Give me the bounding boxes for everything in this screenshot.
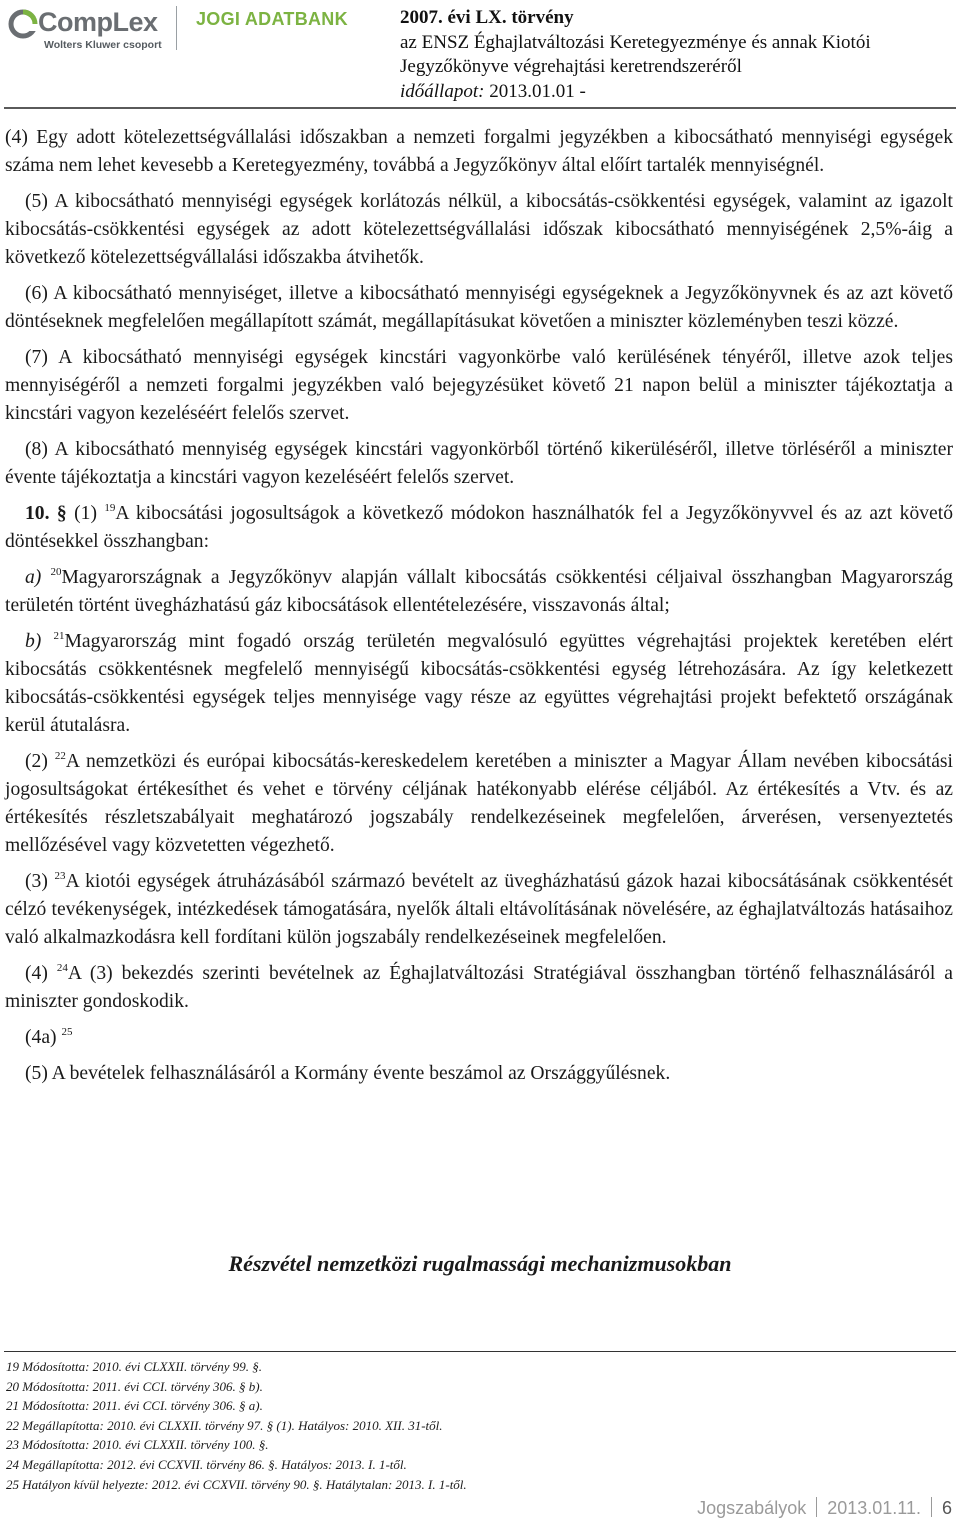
paragraph-8: (8) A kibocsátható mennyiség egységek kincstári vagyonkörből történő kikerüléséről, illetve törléséről a miniszter évente tájékoztatja a kincstári vagyon kezeléséért felelős szervet. (5, 439, 953, 488)
footnote-ref-20[interactable]: 20 (50, 566, 62, 578)
footnote-23: 23 Módosította: 2010. évi CLXXII. törvény 100. §. (6, 1437, 269, 1453)
footnote-22: 22 Megállapította: 2010. évi CLXXII. törvény 97. § (1). Hatályos: 2010. XII. 31-től. (6, 1417, 443, 1433)
paragraph-4b (5, 960, 953, 1016)
complex-logo-subtitle: Wolters Kluwer csoport (44, 39, 162, 51)
complex-logo-text: CompLex (38, 7, 158, 37)
status-label: időállapot: (400, 80, 485, 102)
section-title: Részvétel nemzetközi rugalmassági mechanizmusokban (228, 1251, 732, 1276)
logo-divider (176, 6, 177, 50)
footnote-ref-23[interactable]: 23 (54, 870, 66, 882)
paragraph-5: (5) A kibocsátható mennyiségi egységek korlátozás nélkül, a kibocsátás-csökkentési egységek, valamint az igazolt kibocsátás-csökkentési egységek az adott kötelezettségvállalási időszak kibocsátható mennyiségének 2,5%-áig a következő kötelezettségvállalási időszakba átvihetők. (5, 191, 953, 268)
page-footer (697, 1497, 952, 1519)
point-letter-b: b) (25, 631, 42, 652)
footer-date: 2013.01.11. (827, 1498, 921, 1518)
status-date: 2013.01.01 - (484, 80, 586, 102)
paragraph-text: A (3) bekezdés szerinti bevételnek az Éghajlatváltozási Stratégiával összhangban történő felhasználásáról a miniszter gondoskodik. (5, 963, 953, 1012)
point-b-text: Magyarország mint fogadó ország területén megvalósuló együttes végrehajtási projektek keretében elért kibocsátás csökkentésnek megfelelő mennyiségű kibocsátás-csökkentési egység létrehozására. Az így keletkezett kibocsátás-csökkentési egységek teljes mennyisége vagy része az együttes végrehajtási projekt befektető országának kerül átutalásra. (5, 631, 953, 736)
footnotes (6, 1357, 946, 1494)
complex-logo-icon (8, 9, 38, 39)
footnote-ref-24[interactable]: 24 (56, 962, 68, 974)
footnote-20: 20 Módosította: 2011. évi CCI. törvény 306. § b). (6, 1378, 263, 1394)
footnote-ref-25[interactable]: 25 (61, 1026, 73, 1038)
footnote-ref-21[interactable]: 21 (53, 630, 65, 642)
footer-source: Jogszabályok (697, 1498, 807, 1518)
paragraph-number: (2) (25, 751, 55, 772)
paragraph-5b: (5) A bevételek felhasználásáról a Kormány évente beszámol az Országgyűlésnek. (25, 1063, 671, 1084)
paragraph-4a (5, 1024, 953, 1052)
paragraph-text: A kiotói egységek átruházásából származó bevételt az üvegházhatású gázok hazai kibocsátásának csökkentését célzó tevékenységek, intézkedések támogatására, nyelők általi eltávolításának növelésére, az éghajlatváltozás hatásaihoz való alkalmazkodásra kell fordítani külön jogszabály rendelkezéseinek megfelelően. (5, 871, 953, 948)
paragraph-text: A nemzetközi és európai kibocsátás-kereskedelem keretében a miniszter a Magyar Állam nevében kibocsátási jogosultságokat értékesíthet és vehet e törvény céljának hatékonyabb elérése céljából. Az értékesítés a Vtv. és az értékesítés részletszabályait meghatározó jogszabály rendelkezéseinek megfelelően, árverésen, versenyeztetés mellőzésével vagy közvetetten végezhető. (5, 751, 953, 856)
point-b (5, 628, 953, 740)
paragraph-6: (6) A kibocsátható mennyiséget, illetve a kibocsátható mennyiségi egységeknek a Jegyzőkönyvnek és az azt követő döntéseknek megfelelően megállapított számát, megállapításukat követően a miniszter közleményben teszi közzé. (5, 283, 953, 332)
paragraph-number: (4) (25, 963, 57, 984)
footnote-25: 25 Hatályon kívül helyezte: 2012. évi CCXVII. törvény 90. §. Hatálytalan: 2013. I. 1-től. (6, 1476, 467, 1492)
paragraph-text: A kibocsátási jogosultságok a következő módokon használhatók fel a Jegyzőkönyvvel és az azt követő döntésekkel összhangban: (5, 503, 953, 552)
header-divider (4, 107, 956, 109)
footnote-ref-22[interactable]: 22 (54, 750, 66, 762)
law-subtitle-line-2: Jegyzőkönyve végrehajtási keretrendszeréről (400, 56, 742, 77)
paragraph-7: (7) A kibocsátható mennyiségi egységek kincstári vagyonkörbe való kerülésének tényéről, illetve azok teljes mennyiségéről a nemzeti forgalmi jegyzékben való bejegyzésüket követő 21 napon belül a miniszter tájékoztatja a kincstári vagyon kezeléséért felelős szervet. (5, 347, 953, 424)
paragraph-4: (4) Egy adott kötelezettségvállalási időszakban a nemzeti forgalmi jegyzékben a kibocsátható mennyiségi egységek száma nem lehet kevesebb a Keretegyezmény, továbbá a Jegyzőkönyv által előírt tartalék mennyiségnél. (5, 127, 953, 176)
footnote-19: 19 Módosította: 2010. évi CLXXII. törvény 99. §. (6, 1359, 262, 1374)
complex-logo (8, 6, 168, 50)
law-title: 2007. évi LX. törvény (400, 7, 574, 28)
document-body (5, 124, 953, 1096)
paragraph-3 (5, 868, 953, 952)
paragraph-number: (1) (66, 503, 105, 524)
footnote-24: 24 Megállapította: 2012. évi CCXVII. törvény 86. §. Hatályos: 2013. I. 1-től. (6, 1456, 407, 1472)
footnote-ref-19[interactable]: 19 (104, 502, 116, 514)
footnote-divider (4, 1351, 956, 1352)
page-header (0, 0, 960, 102)
paragraph-number: (4a) (25, 1027, 62, 1048)
paragraph-2 (5, 748, 953, 860)
section-10-paragraph-1 (5, 500, 953, 556)
point-a-text: Magyarországnak a Jegyzőkönyv alapján vállalt kibocsátás csökkentési céljaival összhangban Magyarország területén történt üvegházhatású gáz kibocsátások ellentételezésére, visszavonás által; (5, 567, 953, 616)
footnote-21: 21 Módosította: 2011. évi CCI. törvény 306. § a). (6, 1398, 263, 1414)
footer-separator (931, 1497, 932, 1517)
law-header (400, 6, 871, 104)
page-number: 6 (941, 1498, 952, 1518)
jogi-adatbank-logo: JOGI ADATBANK (196, 9, 348, 29)
footer-separator (816, 1497, 817, 1517)
point-letter-a: a) (25, 567, 42, 588)
law-subtitle-line-1: az ENSZ Éghajlatváltozási Keretegyezménye és annak Kiotói (400, 31, 871, 53)
paragraph-number: (3) (25, 871, 55, 892)
section-number: 10. § (25, 503, 67, 524)
point-a (5, 564, 953, 620)
status-line (400, 80, 871, 105)
